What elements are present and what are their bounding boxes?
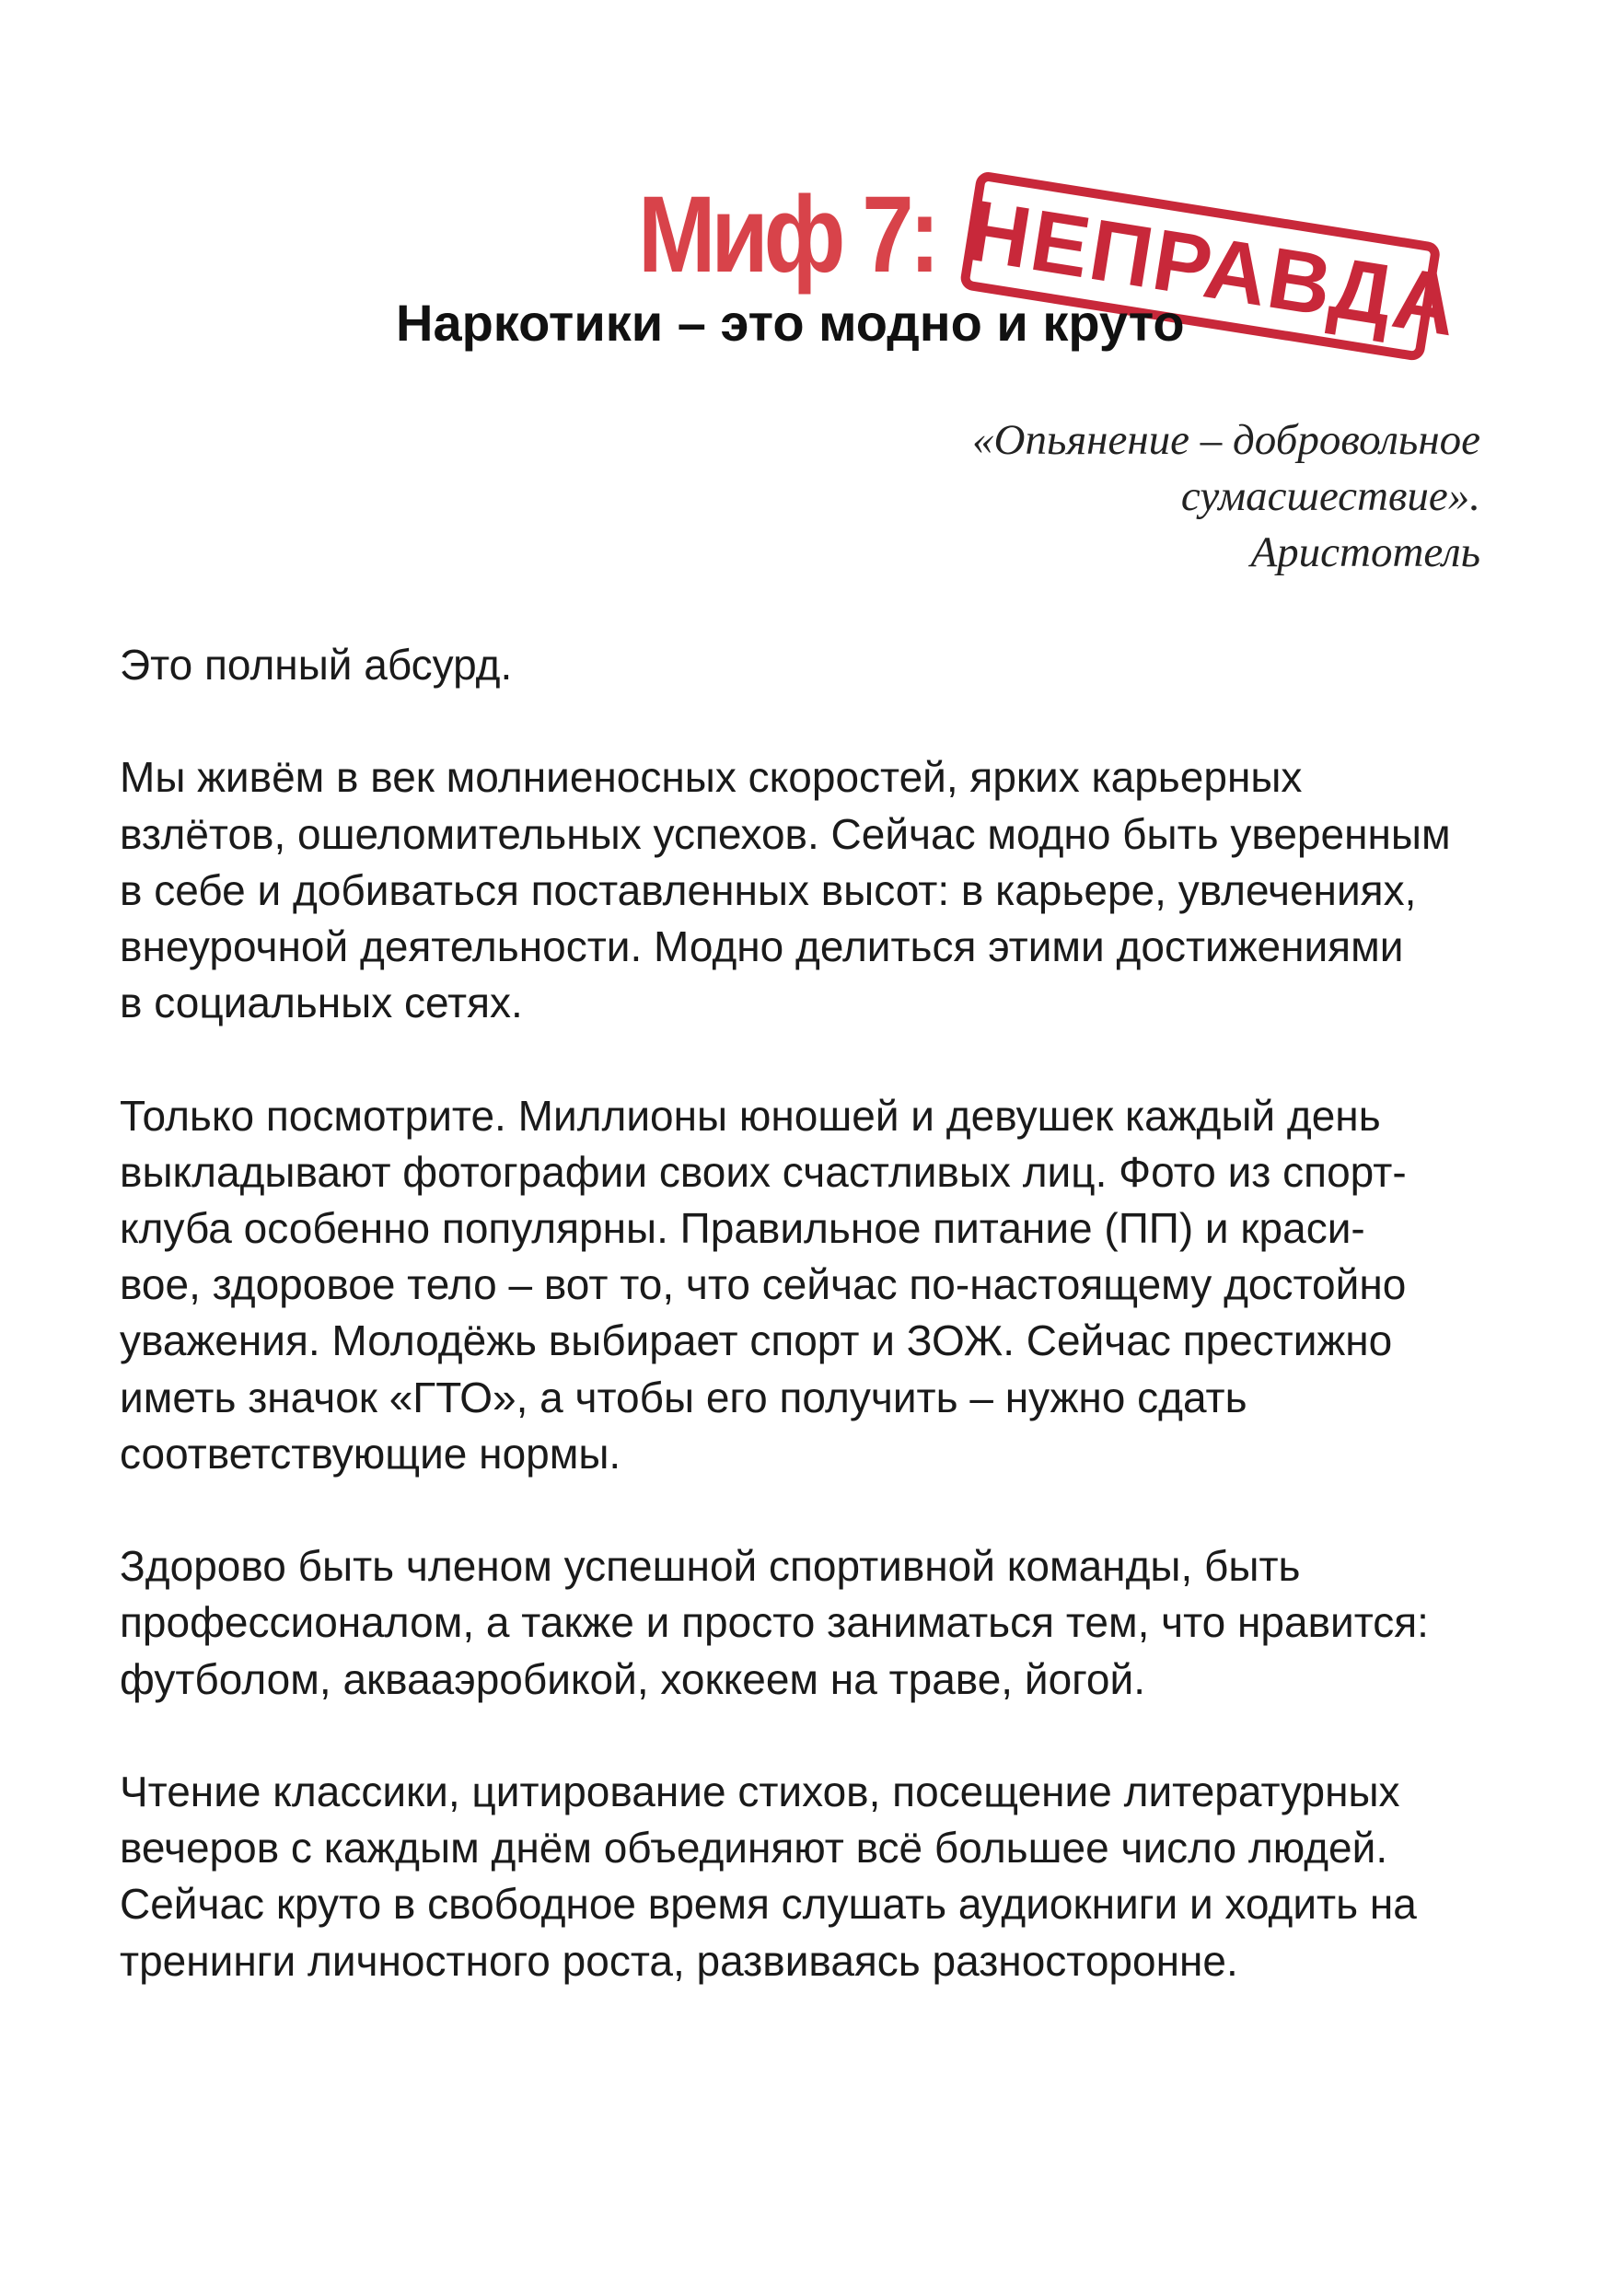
text-line: Чтение классики, цитирование стихов, посещение литературных (120, 1768, 1400, 1815)
paragraph (120, 1088, 1501, 1482)
text-line: уважения. Молодёжь выбирает спорт и ЗОЖ. Сейчас престижно (120, 1316, 1393, 1365)
text-line: Здорово быть членом успешной спортивной команды, быть (120, 1542, 1301, 1591)
text-line: в себе и добиваться поставленных высот: в карьере, увлечениях, (120, 865, 1417, 914)
text-line: выкладывают фотографии своих счастливых лиц. Фото из спорт- (120, 1147, 1407, 1196)
text-line: вое, здоровое тело – вот то, что сейчас по-настоящему достойно (120, 1260, 1407, 1309)
text-line: вечеров с каждым днём объединяют всё большее число людей. (120, 1824, 1388, 1872)
myth-title: Миф 7: (638, 174, 936, 296)
body-text (120, 637, 1501, 2046)
epigraph-quote (836, 412, 1480, 581)
paragraph (120, 637, 1501, 693)
paragraph (120, 1764, 1501, 1989)
paragraph (120, 1538, 1501, 1708)
text-line: Только посмотрите. Миллионы юношей и девушек каждый день (120, 1091, 1381, 1140)
text-line: в социальных сетях. (120, 979, 523, 1027)
text-line: внеурочной деятельности. Модно делиться этими достижениями (120, 922, 1404, 970)
text-line: Мы живём в век молниеносных скоростей, ярких карьерных (120, 753, 1303, 802)
text-line: тренинги личностного роста, развиваясь разносторонне. (120, 1936, 1238, 1985)
quote-line: сумасшествие». (1180, 472, 1480, 520)
text-line: иметь значок «ГТО», а чтобы его получить – нужно сдать (120, 1373, 1247, 1421)
text-line: Это полный абсурд. (120, 641, 513, 689)
paragraph (120, 749, 1501, 1031)
page-subtitle: Наркотики – это модно и круто (396, 294, 1185, 352)
text-line: футболом, аквааэробикой, хоккеем на траве, йогой. (120, 1654, 1145, 1703)
stamp-label: НЕПРАВДА (960, 180, 1466, 354)
text-line: Сейчас круто в свободное время слушать аудиокниги и ходить на (120, 1880, 1417, 1929)
text-line: профессионалом, а также и просто заниматься тем, что нравится: (120, 1598, 1429, 1647)
text-line: взлётов, ошеломительных успехов. Сейчас модно быть уверенным (120, 809, 1451, 858)
quote-author: Аристотель (1250, 528, 1480, 576)
quote-line: «Опьянение – добровольное (972, 416, 1480, 464)
text-line: соответствующие нормы. (120, 1429, 621, 1478)
text-line: клуба особенно популярны. Правильное питание (ПП) и краси- (120, 1204, 1365, 1252)
